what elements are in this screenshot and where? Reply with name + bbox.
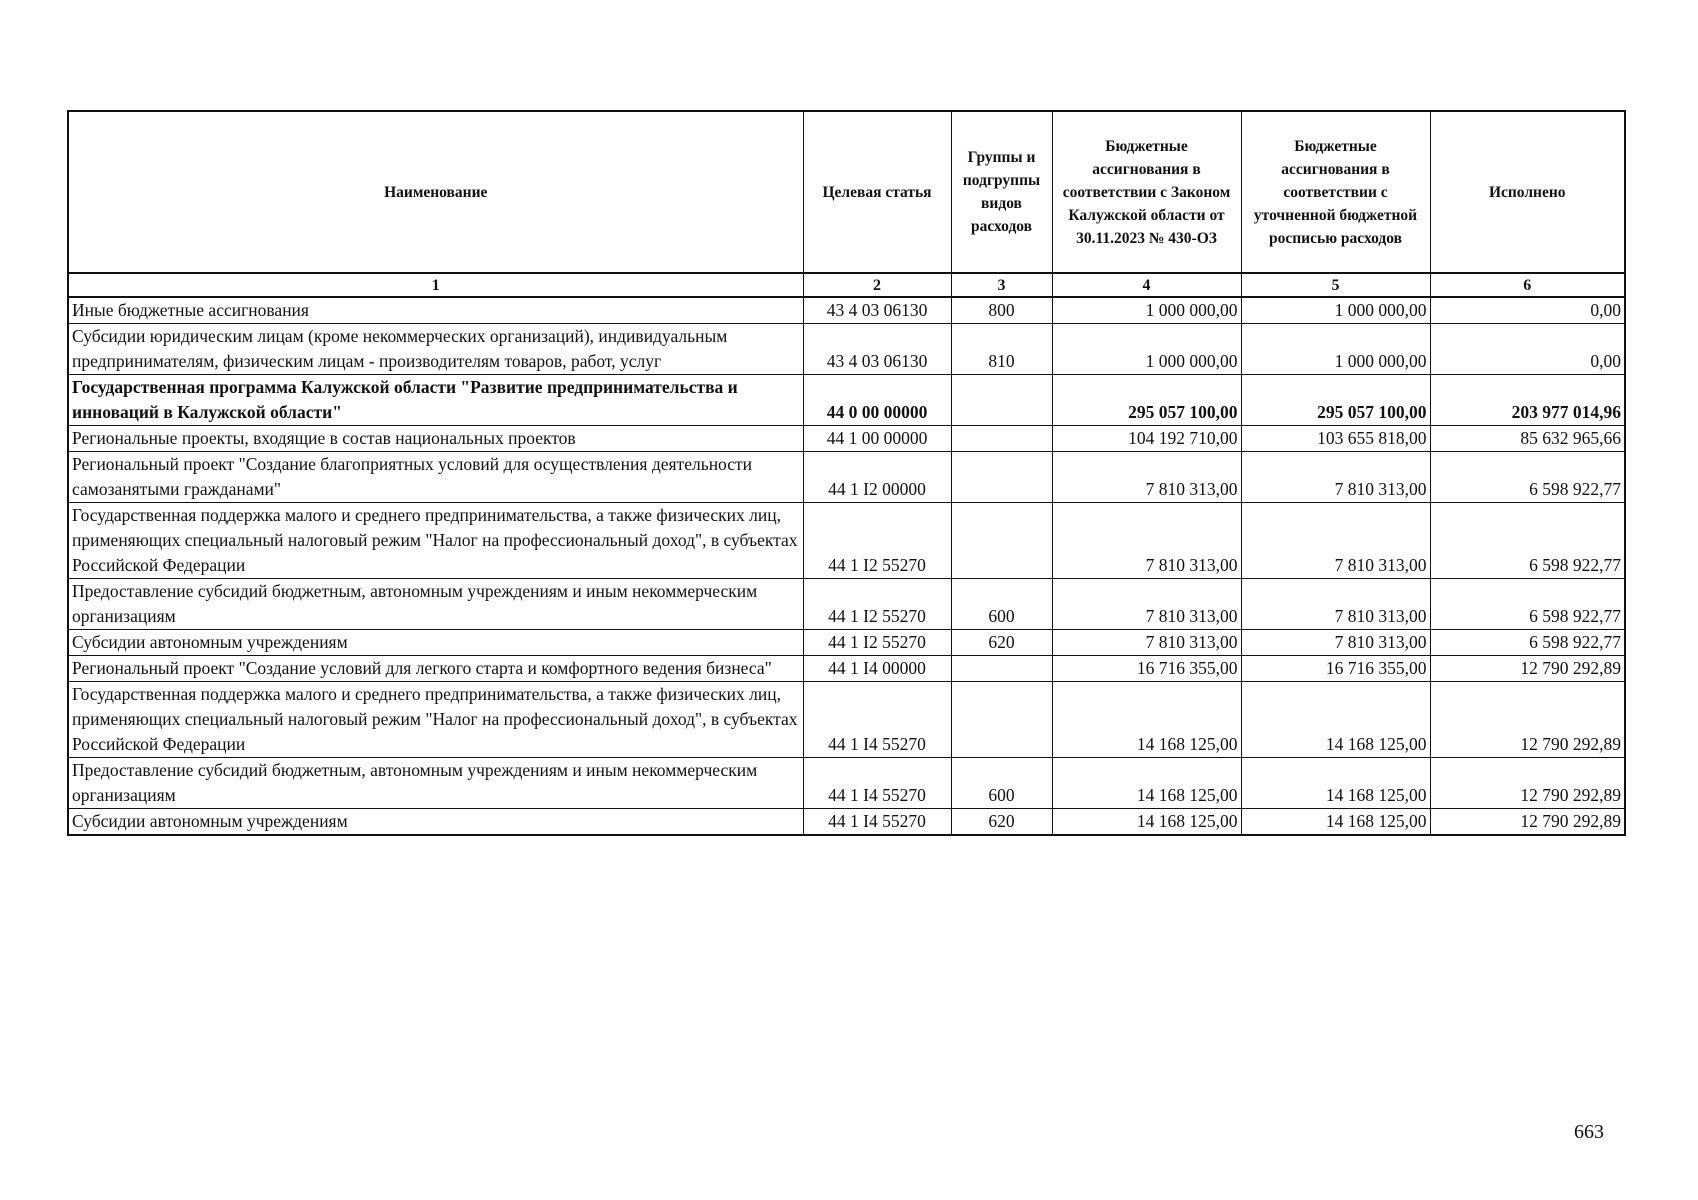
column-number: 2 — [803, 273, 951, 297]
row-name: Государственная поддержка малого и среднего предпринимательства, а также физических лиц, применяющих специальный налоговый режим "Налог на профессиональный доход", в субъектах Российской Федерации — [68, 682, 803, 758]
column-number: 1 — [68, 273, 803, 297]
header-executed: Исполнено — [1430, 111, 1625, 273]
column-number: 6 — [1430, 273, 1625, 297]
row-expense-group: 600 — [951, 758, 1052, 809]
row-allocation-law: 7 810 313,00 — [1052, 630, 1241, 656]
row-name: Иные бюджетные ассигнования — [68, 297, 803, 324]
row-executed: 6 598 922,77 — [1430, 503, 1625, 579]
row-expense-group: 600 — [951, 579, 1052, 630]
row-allocation-law: 7 810 313,00 — [1052, 579, 1241, 630]
row-name: Субсидии автономным учреждениям — [68, 809, 803, 836]
table-row — [68, 375, 1625, 426]
table-body — [68, 297, 1625, 835]
row-allocation-law: 1 000 000,00 — [1052, 297, 1241, 324]
row-executed: 85 632 965,66 — [1430, 426, 1625, 452]
row-allocation-law: 14 168 125,00 — [1052, 758, 1241, 809]
row-name: Предоставление субсидий бюджетным, автономным учреждениям и иным некоммерческим организациям — [68, 758, 803, 809]
row-name: Государственная поддержка малого и среднего предпринимательства, а также физических лиц, применяющих специальный налоговый режим "Налог на профессиональный доход", в субъектах Российской Федерации — [68, 503, 803, 579]
row-executed: 0,00 — [1430, 324, 1625, 375]
row-allocation-law: 7 810 313,00 — [1052, 503, 1241, 579]
table-row — [68, 758, 1625, 809]
row-allocation-refined: 1 000 000,00 — [1241, 297, 1430, 324]
table-row — [68, 503, 1625, 579]
row-target-article: 44 0 00 00000 — [803, 375, 951, 426]
row-target-article: 44 1 I4 55270 — [803, 758, 951, 809]
row-expense-group — [951, 375, 1052, 426]
table-header-row — [68, 111, 1625, 273]
row-allocation-refined: 1 000 000,00 — [1241, 324, 1430, 375]
row-expense-group — [951, 426, 1052, 452]
table-row — [68, 630, 1625, 656]
row-expense-group — [951, 682, 1052, 758]
row-allocation-refined: 14 168 125,00 — [1241, 758, 1430, 809]
row-allocation-refined: 7 810 313,00 — [1241, 503, 1430, 579]
row-allocation-refined: 7 810 313,00 — [1241, 452, 1430, 503]
row-allocation-refined: 16 716 355,00 — [1241, 656, 1430, 682]
row-allocation-refined: 7 810 313,00 — [1241, 630, 1430, 656]
row-executed: 12 790 292,89 — [1430, 682, 1625, 758]
row-target-article: 44 1 I4 55270 — [803, 809, 951, 836]
table-row — [68, 426, 1625, 452]
row-executed: 6 598 922,77 — [1430, 630, 1625, 656]
row-name: Региональный проект "Создание условий для легкого старта и комфортного ведения бизнеса" — [68, 656, 803, 682]
row-target-article: 44 1 I4 00000 — [803, 656, 951, 682]
table-row — [68, 452, 1625, 503]
header-allocations-law: Бюджетные ассигнования в соответствии с Законом Калужской области от 30.11.2023 № 430-ОЗ — [1052, 111, 1241, 273]
row-allocation-law: 295 057 100,00 — [1052, 375, 1241, 426]
row-target-article: 44 1 I2 00000 — [803, 452, 951, 503]
page-number: 663 — [1574, 1121, 1604, 1143]
row-allocation-law: 16 716 355,00 — [1052, 656, 1241, 682]
row-allocation-law: 7 810 313,00 — [1052, 452, 1241, 503]
row-allocation-refined: 14 168 125,00 — [1241, 809, 1430, 836]
row-expense-group — [951, 656, 1052, 682]
header-expense-groups: Группы и подгруппы видов расходов — [951, 111, 1052, 273]
row-executed: 12 790 292,89 — [1430, 809, 1625, 836]
row-allocation-refined: 295 057 100,00 — [1241, 375, 1430, 426]
row-name: Региональные проекты, входящие в состав национальных проектов — [68, 426, 803, 452]
row-expense-group: 810 — [951, 324, 1052, 375]
row-allocation-law: 14 168 125,00 — [1052, 682, 1241, 758]
row-target-article: 43 4 03 06130 — [803, 324, 951, 375]
column-number: 3 — [951, 273, 1052, 297]
row-allocation-law: 14 168 125,00 — [1052, 809, 1241, 836]
row-allocation-refined: 14 168 125,00 — [1241, 682, 1430, 758]
column-number: 5 — [1241, 273, 1430, 297]
row-expense-group: 620 — [951, 630, 1052, 656]
row-expense-group: 800 — [951, 297, 1052, 324]
column-number: 4 — [1052, 273, 1241, 297]
row-target-article: 44 1 I2 55270 — [803, 503, 951, 579]
row-target-article: 44 1 00 00000 — [803, 426, 951, 452]
table-row — [68, 656, 1625, 682]
row-target-article: 44 1 I2 55270 — [803, 579, 951, 630]
row-executed: 0,00 — [1430, 297, 1625, 324]
row-expense-group: 620 — [951, 809, 1052, 836]
row-target-article: 44 1 I2 55270 — [803, 630, 951, 656]
table-row — [68, 324, 1625, 375]
row-name: Предоставление субсидий бюджетным, автономным учреждениям и иным некоммерческим организациям — [68, 579, 803, 630]
row-executed: 12 790 292,89 — [1430, 656, 1625, 682]
row-expense-group — [951, 452, 1052, 503]
table-row — [68, 809, 1625, 836]
row-allocation-law: 104 192 710,00 — [1052, 426, 1241, 452]
row-target-article: 43 4 03 06130 — [803, 297, 951, 324]
row-executed: 6 598 922,77 — [1430, 452, 1625, 503]
row-name: Субсидии юридическим лицам (кроме некоммерческих организаций), индивидуальным предпринимателям, физическим лицам - производителям товаров, работ, услуг — [68, 324, 803, 375]
row-executed: 203 977 014,96 — [1430, 375, 1625, 426]
row-executed: 12 790 292,89 — [1430, 758, 1625, 809]
row-name: Государственная программа Калужской области "Развитие предпринимательства и инноваций в Калужской области" — [68, 375, 803, 426]
table-row — [68, 579, 1625, 630]
row-allocation-refined: 103 655 818,00 — [1241, 426, 1430, 452]
row-allocation-refined: 7 810 313,00 — [1241, 579, 1430, 630]
row-expense-group — [951, 503, 1052, 579]
header-target-article: Целевая статья — [803, 111, 951, 273]
header-name: Наименование — [68, 111, 803, 273]
row-target-article: 44 1 I4 55270 — [803, 682, 951, 758]
row-executed: 6 598 922,77 — [1430, 579, 1625, 630]
row-allocation-law: 1 000 000,00 — [1052, 324, 1241, 375]
table-row — [68, 682, 1625, 758]
row-name: Региональный проект "Создание благоприятных условий для осуществления деятельности самозанятыми гражданами" — [68, 452, 803, 503]
header-allocations-refined: Бюджетные ассигнования в соответствии с уточненной бюджетной росписью расходов — [1241, 111, 1430, 273]
column-number-row — [68, 273, 1625, 297]
row-name: Субсидии автономным учреждениям — [68, 630, 803, 656]
table-row — [68, 297, 1625, 324]
budget-execution-table — [67, 110, 1626, 836]
